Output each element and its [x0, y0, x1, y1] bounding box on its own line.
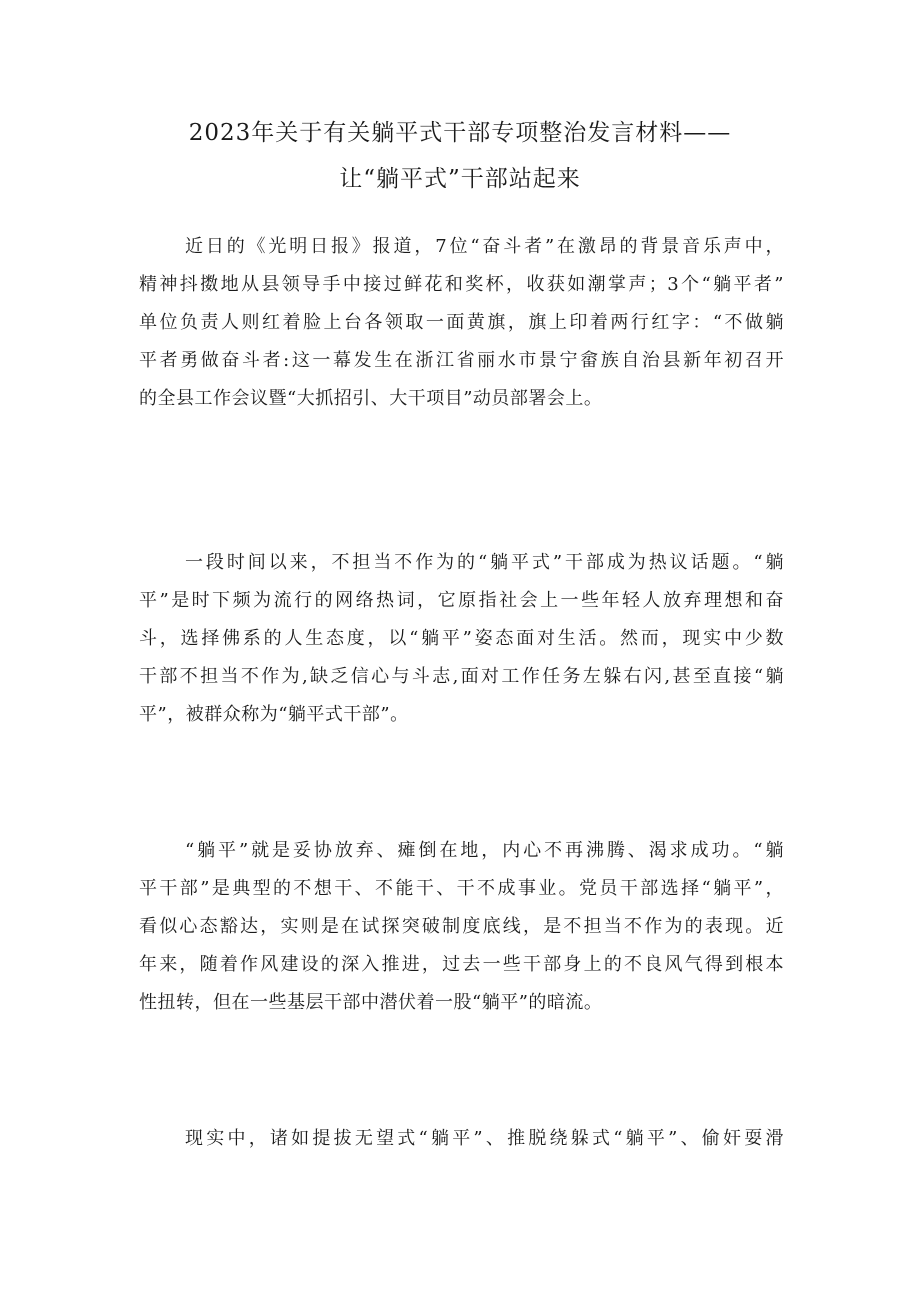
- paragraph-line: 近日的《光明日报》报道，7位“奋斗者”在激昂的背景音乐声中，: [185, 236, 784, 257]
- paragraph-3: [139, 832, 784, 1022]
- paragraph-line: 平干部”是典型的不想干、不能干、干不成事业。党员干部选择“躺平”，: [139, 878, 784, 899]
- title-line-1: 2023年关于有关躺平式干部专项整治发言材料——: [188, 120, 732, 146]
- paragraph-line: “躺平”就是妥协放弃、瘫倒在地，内心不再沸腾、渴求成功。“躺: [185, 840, 784, 861]
- paragraph-1: [139, 228, 784, 418]
- paragraph-line: 平”，被群众称为“躺平式干部”。: [139, 704, 409, 725]
- paragraph-line: 看似心态豁达，实则是在试探突破制度底线，是不担当不作为的表现。近: [139, 916, 784, 937]
- paragraph-line: 性扭转，但在一些基层干部中潜伏着一股“躺平”的暗流。: [139, 992, 603, 1013]
- paragraph-4: [139, 1120, 784, 1158]
- paragraph-line: 平者勇做奋斗者:这一幕发生在浙江省丽水市景宁畲族自治县新年初召开: [139, 350, 784, 371]
- paragraph-line: 一段时间以来，不担当不作为的“躺平式”干部成为热议话题。“躺: [185, 552, 784, 573]
- paragraph-2: [139, 544, 784, 734]
- paragraph-line: 干部不担当不作为,缺乏信心与斗志,面对工作任务左躲右闪,甚至直接“躺: [139, 666, 784, 687]
- paragraph-line: 精神抖擞地从县领导手中接过鲜花和奖杯，收获如潮掌声；3个“躺平者”: [139, 274, 784, 295]
- paragraph-line: 斗，选择佛系的人生态度，以“躺平”姿态面对生活。然而，现实中少数: [139, 628, 784, 649]
- document-title: [140, 110, 780, 202]
- paragraph-line: 的全县工作会议暨“大抓招引、大干项目”动员部署会上。: [139, 388, 603, 409]
- paragraph-line: 单位负责人则红着脸上台各领取一面黄旗，旗上印着两行红字：“不做躺: [139, 312, 784, 333]
- title-line-2: 让“躺平式”干部站起来: [339, 166, 581, 192]
- paragraph-line: 现实中，诸如提拔无望式“躺平”、推脱绕躲式“躺平”、偷奸耍滑: [185, 1128, 784, 1149]
- paragraph-line: 平”是时下频为流行的网络热词，它原指社会上一些年轻人放弃理想和奋: [139, 590, 784, 611]
- paragraph-line: 年来，随着作风建设的深入推进，过去一些干部身上的不良风气得到根本: [139, 954, 784, 975]
